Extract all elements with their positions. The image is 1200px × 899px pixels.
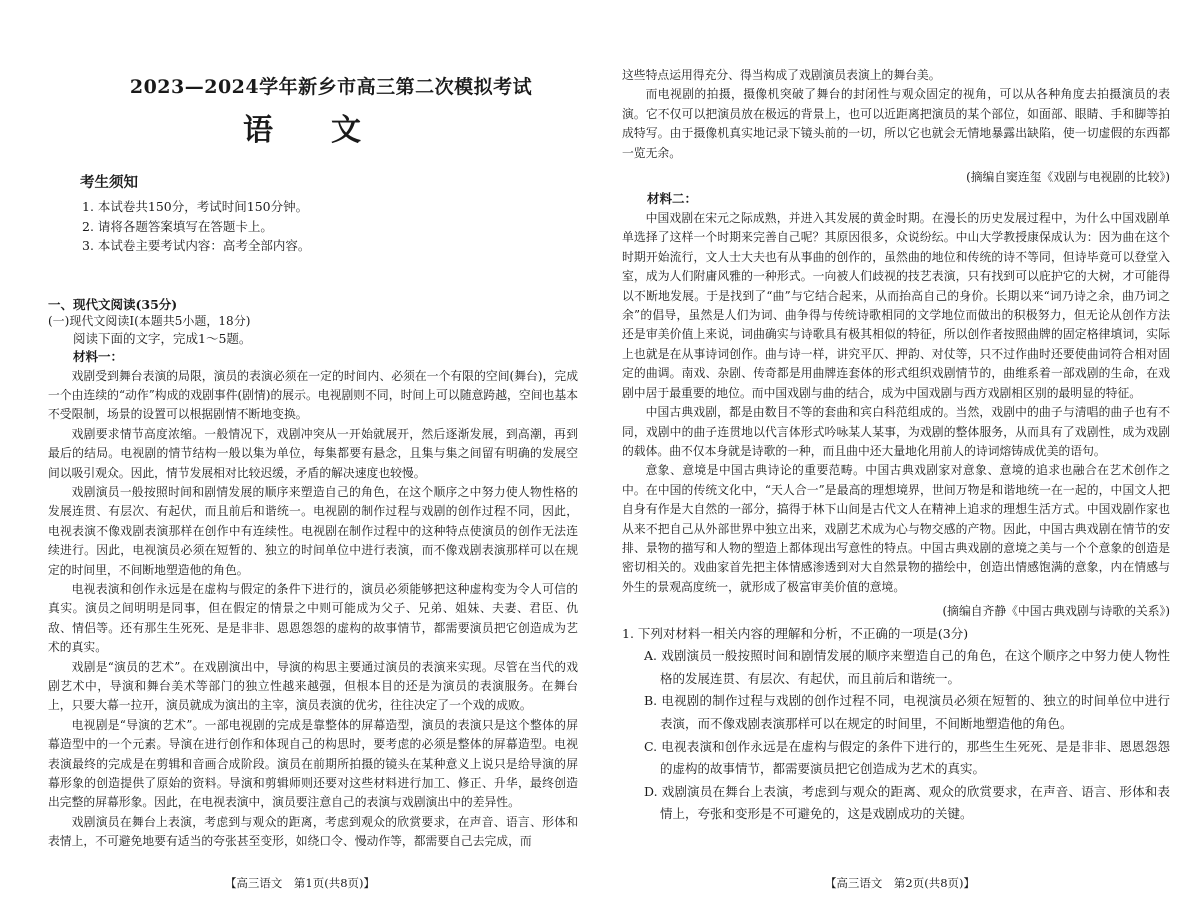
notice-item: 3. 本试卷主要考试内容：高考全部内容。 xyxy=(82,238,311,253)
section-heading: 一、现代文阅读(35分) xyxy=(48,296,178,312)
paragraph: 电视表演和创作永远是在虚构与假定的条件下进行的，演员必须能够把这种虚构变为令人可信的真实。演员之间明明是同事，但在假定的情景之中则可能成为父子、兄弟、姐妹、夫妻、君臣、仇敌、情侣等。还有那生生死死、是是非非、恩恩怨怨的虚构的故事情节，都需要演员把它创造成为艺术的真实。 xyxy=(48,581,578,655)
notice-list xyxy=(48,197,578,256)
exam-page-right xyxy=(600,0,1200,899)
source-citation: (摘编自窦连玺《戏剧与电视剧的比较》) xyxy=(966,170,1170,185)
material-two-label: 材料二： xyxy=(647,191,698,207)
sub-heading: (一)现代文阅读Ⅰ(本题共5小题，18分) xyxy=(48,313,251,328)
notice-item: 1. 本试卷共150分，考试时间150分钟。 xyxy=(82,199,309,214)
page-footer: 【高三语文 第1页(共8页)】 xyxy=(224,876,376,890)
notice-item: 2. 请将各题答案填写在答题卡上。 xyxy=(82,218,273,234)
answer-option-c: C. 电视表演和创作永远是在虚构与假定的条件下进行的，那些生生死死、是是非非、恩恩怨怨的虚构的故事情节，都需要演员把它创造成为艺术的真实。 xyxy=(644,738,1170,777)
reading-instruction: 阅读下面的文字，完成1～5题。 xyxy=(73,330,252,346)
paragraph: 这些特点运用得充分、得当构成了戏剧演员表演上的舞台美。 xyxy=(622,68,941,82)
notice-heading: 考生须知 xyxy=(80,174,138,191)
subject-title: 语文 xyxy=(243,113,419,148)
paragraph: 而电视剧的拍摄，摄像机突破了舞台的封闭性与观众固定的视角，可以从各种角度去拍摄演员的表演。它不仅可以把演员放在极远的背景上，也可以近距离把演员的某个部位，如面部、眼睛、手和脚等拍成特写。由于摄像机真实地记录下镜头前的一切，所以它也就会无情地暴露出缺陷，使一切虚假的东西都一览无余。 xyxy=(622,87,1170,160)
paragraph: 戏剧是“演员的艺术”。在戏剧演出中，导演的构思主要通过演员的表演来实现。尽管在当代的戏剧艺术中，导演和舞台美术等部门的独立性越来越强，但根本目的还是为演员的表演服务。在舞台上，只要大幕一拉开，演员就成为演出的主宰，演员表演的优劣，往往决定了一个戏的成败。 xyxy=(48,659,578,713)
page-footer: 【高三语文 第2页(共8页)】 xyxy=(824,876,976,890)
paragraph: 戏剧演员一般按照时间和剧情发展的顺序来塑造自己的角色，在这个顺序之中努力使人物性格的发展连贯、有层次、有起伏，而且前后和谐统一。电视剧的制作过程与戏剧的创作过程不同，因此，电视表演不像戏剧表演那样在创作中有连续性。电视剧在制作过程中的这种特点使演员的创作无法连续进行。因此，电视演员必须在短暂的、独立的时间单位中进行表演，而不像戏剧表演那样可以在规定的时间里，不间断地塑造他的角色。 xyxy=(48,484,578,577)
paragraph: 中国戏剧在宋元之际成熟，并进入其发展的黄金时期。在漫长的历史发展过程中，为什么中国戏剧单单选择了这样一个时期来完善自己呢？其原因很多，众说纷纭。中山大学教授康保成认为：因为曲在这个时期开始流行，文人士大夫也有从事曲的创作的，虽然曲的地位和传统的诗不等同，但诗毕竟可以登堂入室，成为人们附庸风雅的一种形式。一向被人们歧视的技艺表演，只有找到可以庇护它的大树，才可能得以不断地发展。于是找到了“曲”与它结合起来，从而抬高自己的身价。长期以来“词乃诗之余，曲乃词之余”的倡导，虽然是人们为词、曲争得与传统诗歌相同的文学地位而做出的积极努力，但无论从创作方法还是审美价值上来说，词曲确实与诗歌具有极其相似的特征，所以创作者按照曲牌的固定格律填词，实际上也就是在从事诗词创作。曲与诗一样，讲究平仄、押韵、对仗等，只不过作曲时还要使曲词符合相对固定的曲调。南戏、杂剧、传奇都是用曲牌连套体的形式组织戏剧情节的，曲维系着一部戏剧的生命，在戏剧中居于最重要的地位。而中国戏剧与曲的结合，成为中国戏剧与西方戏剧相区别的最明显的特征。 xyxy=(622,211,1170,400)
paragraph: 戏剧演员在舞台上表演，考虑到与观众的距离，考虑到观众的欣赏要求，在声音、语言、形体和表情上，不可避免地要有适当的夸张甚至变形，如绕口令、慢动作等，都需要自己去完成，而 xyxy=(48,814,578,849)
exam-title: 2023—2024学年新乡市高三第二次模拟考试 xyxy=(129,76,533,98)
source-citation: (摘编自齐静《中国古典戏剧与诗歌的关系》) xyxy=(942,604,1170,619)
paragraph: 电视剧是“导演的艺术”。一部电视剧的完成是靠整体的屏幕造型，演员的表演只是这个整体的屏幕造型中的一个元素。导演在进行创作和体现自己的构思时，要考虑的必须是整体的屏幕造型。电视表演最终的完成是在剪辑和音画合成阶段。演员在前期所拍摄的镜头在某种意义上说只是给导演的屏幕形象的创造提供了原始的资料。导演和剪辑师则还要对这些材料进行加工、修正、升华，最终创造出完整的屏幕形象。因此，在电视表演中，演员要注意自己的表演与戏剧演出中的差异性。 xyxy=(48,717,578,810)
answer-option-b: B. 电视剧的制作过程与戏剧的创作过程不同，电视演员必须在短暂的、独立的时间单位中进行表演，而不像戏剧表演那样可以在规定的时间里，不间断地塑造他的角色。 xyxy=(644,693,1170,731)
material-one-label: 材料一： xyxy=(73,348,124,364)
paragraph: 戏剧受到舞台表演的局限，演员的表演必须在一定的时间内、必须在一个有限的空间(舞台)，完成一个由连续的“动作”构成的戏剧事件(剧情)的展示。电视剧则不同，时间上可以随意跨越，空间也基本不受限制，场景的设置可以根据剧情不断地变换。 xyxy=(48,368,578,422)
question-stem: 1. 下列对材料一相关内容的理解和分析，不正确的一项是(3分) xyxy=(622,626,969,642)
paragraph: 戏剧要求情节高度浓缩。一般情况下，戏剧冲突从一开始就展开，然后逐渐发展，到高潮，再到最后的结局。电视剧的情节结构一般以集为单位，每集都要有悬念，且集与集之间留有明确的发展空间以吸引观众。因此，情节发展相对比较迟缓，矛盾的解决速度也较慢。 xyxy=(48,426,578,480)
paragraph: 意象、意境是中国古典诗论的重要范畴。中国古典戏剧家对意象、意境的追求也融合在艺术创作之中。在中国的传统文化中，“天人合一”是最高的理想境界，世间万物是和谐地统一在一起的，中国文人把自身有作是大自然的一部分，搞得于林下山间是古代文人在精神上追求的理想生活方式。中国戏剧作家也从来不把自己从外部世界中独立出来，戏剧艺术成为心与物交感的产物。因此，中国古典戏剧在情节的安排、景物的描写和人物的塑造上都体现出写意性的特点。中国古典戏剧的意境之美与一个个意象的创造是密切相关的。戏曲家首先把主体情感渗透到对大自然景物的描绘中，创造出情感饱满的意象，内在情感与外生的景观高度统一，就形成了极富审美价值的意境。 xyxy=(622,463,1170,594)
answer-option-d: D. 戏剧演员在舞台上表演，考虑到与观众的距离、观众的欣赏要求，在声音、语言、形体和表情上，夸张和变形是不可避免的，这是戏剧成功的关键。 xyxy=(644,783,1170,822)
paragraph: 中国古典戏剧，都是由数目不等的套曲和宾白科范组成的。当然，戏剧中的曲子与清唱的曲子也有不同，戏剧中的曲子连贯地以代言体形式吟咏某人某事，为戏剧的整体服务，从而具有了戏剧性，成为戏剧的载体。曲不仅本身就是诗歌的一种，而且曲中还大量地化用前人的诗词熔铸成优美的语句。 xyxy=(622,405,1170,458)
answer-option-a: A. 戏剧演员一般按照时间和剧情发展的顺序来塑造自己的角色，在这个顺序之中努力使人物性格的发展连贯、有层次、有起伏，而且前后和谐统一。 xyxy=(644,648,1170,686)
